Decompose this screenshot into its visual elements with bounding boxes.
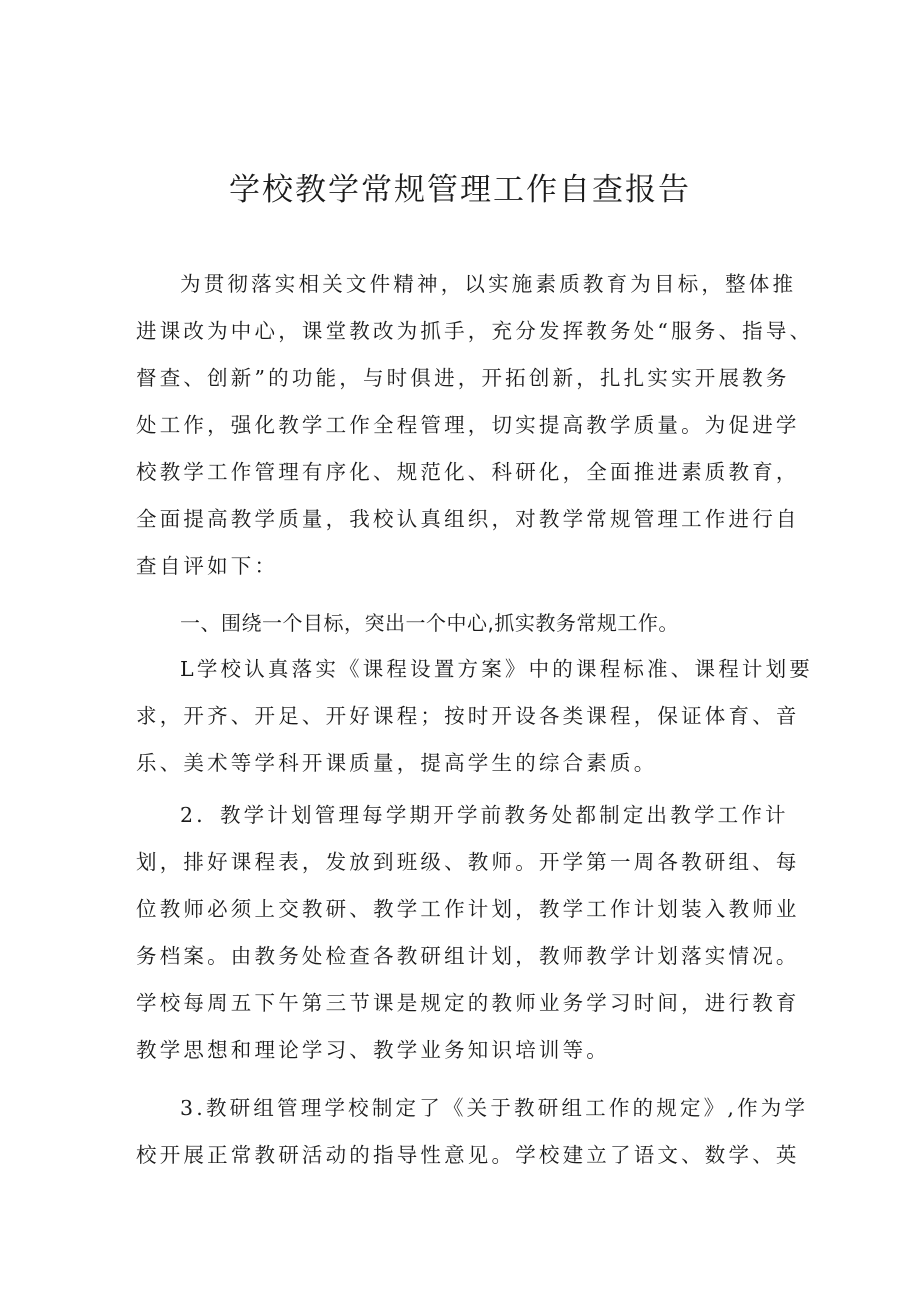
paragraph-line: 处工作，强化教学工作全程管理，切实提高教学质量。为促进学 bbox=[136, 413, 800, 437]
item-1-paragraph bbox=[136, 646, 812, 787]
paragraph-line: 为贯彻落实相关文件精神，以实施素质教育为目标，整体推 bbox=[180, 272, 797, 296]
paragraph-line: 务档案。由教务处检查各教研组计划，教师教学计划落实情况。 bbox=[136, 944, 800, 968]
paragraph-line: 求，开齐、开足、开好课程；按时开设各类课程，保证体育、音 bbox=[136, 704, 800, 728]
section-heading: 一、围绕一个目标，突出一个中心,抓实教务常规工作。 bbox=[180, 611, 679, 635]
paragraph-line: 教学思想和理论学习、教学业务知识培训等。 bbox=[136, 1038, 610, 1062]
item-2-paragraph bbox=[136, 792, 812, 1074]
paragraph-line: 学校每周五下午第三节课是规定的教师业务学习时间，进行教育 bbox=[136, 991, 800, 1015]
paragraph-line: 划，排好课程表，发放到班级、教师。开学第一周各教研组、每 bbox=[136, 850, 800, 874]
paragraph-line: 校教学工作管理有序化、规范化、科研化，全面推进素质教育， bbox=[136, 460, 800, 484]
paragraph-line: 3.教研组管理学校制定了《关于教研组工作的规定》,作为学 bbox=[180, 1096, 809, 1120]
paragraph-line: 进课改为中心，课堂教改为抓手，充分发挥教务处“服务、指导、 bbox=[136, 319, 814, 343]
paragraph-line: L学校认真落实《课程设置方案》中的课程标准、课程计划要 bbox=[180, 657, 814, 681]
item-3-paragraph bbox=[136, 1085, 812, 1179]
document-title: 学校教学常规管理工作自查报告 bbox=[229, 172, 691, 208]
paragraph-line: 乐、美术等学科开课质量，提高学生的综合素质。 bbox=[136, 751, 658, 775]
paragraph-line: 校开展正常教研活动的指导性意见。学校建立了语文、数学、英 bbox=[136, 1143, 800, 1167]
paragraph-line: 督查、创新”的功能，与时俱进，开拓创新，扎扎实实开展教务 bbox=[136, 366, 790, 390]
paragraph-line: 2．教学计划管理每学期开学前教务处都制定出教学工作计 bbox=[180, 803, 789, 827]
paragraph-line: 位教师必须上交教研、教学工作计划，教学工作计划装入教师业 bbox=[136, 897, 800, 921]
paragraph-line: 全面提高教学质量，我校认真组织，对教学常规管理工作进行自 bbox=[136, 507, 800, 531]
paragraph-line: 查自评如下： bbox=[136, 554, 279, 578]
intro-paragraph bbox=[136, 261, 812, 590]
